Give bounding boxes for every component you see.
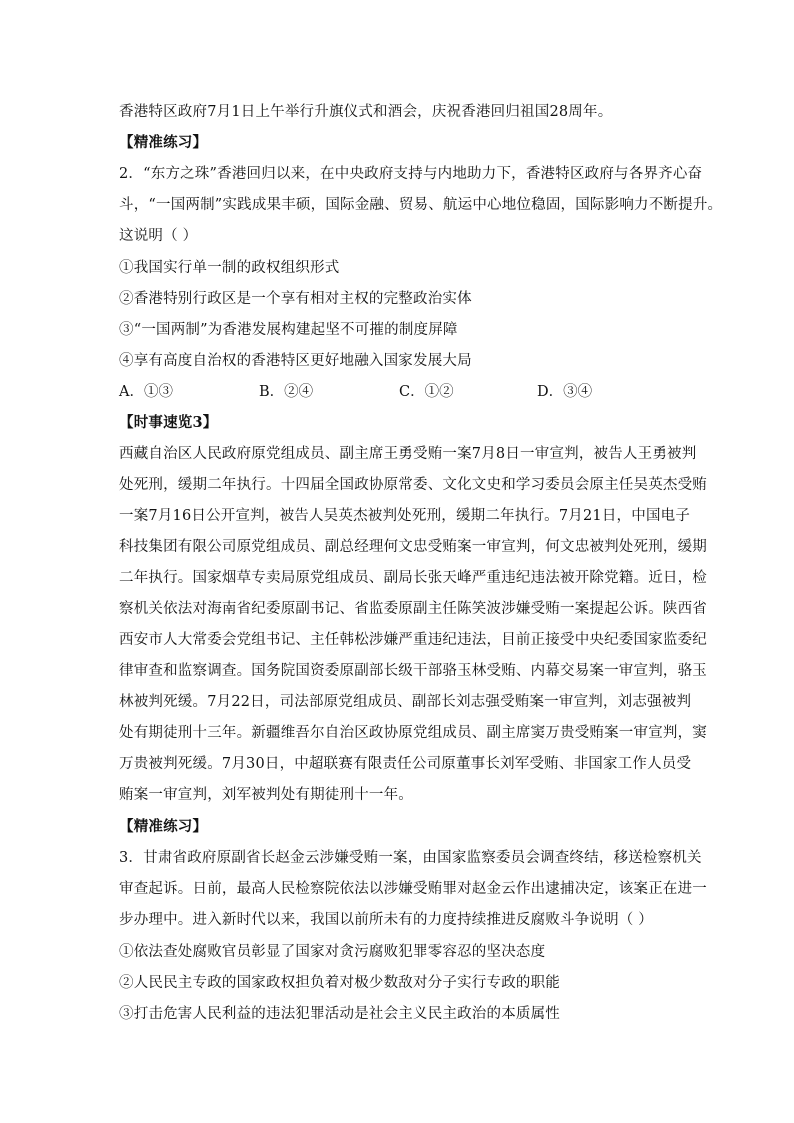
section-header-practice-1: 【精准练习】 — [119, 134, 208, 151]
q2-option-b: B．②④ — [259, 384, 314, 400]
q2-option-c: C．①② — [399, 384, 454, 400]
news-line-11: 万贵被判死缓。7月30日，中超联赛有限责任公司原董事长刘军受贿、非国家工作人员受 — [119, 756, 692, 772]
q2-statement-4: ④享有高度自治权的香港特区更好地融入国家发展大局 — [119, 353, 472, 369]
intro-line: 香港特区政府7月1日上午举行升旗仪式和酒会，庆祝香港回归祖国28周年。 — [119, 104, 613, 120]
q3-line-2: 审查起诉。日前，最高人民检察院依法以涉嫌受贿罪对赵金云作出逮捕决定，该案正在进一 — [119, 881, 707, 897]
q2-statement-1: ①我国实行单一制的政权组织形式 — [119, 260, 340, 276]
q2-option-d: D．③④ — [537, 384, 593, 400]
q3-line-3: 步办理中。进入新时代以来，我国以前所未有的力度持续推进反腐败斗争说明（ ） — [119, 912, 654, 928]
q3-statement-3: ③打击危害人民利益的违法犯罪活动是社会主义民主政治的本质属性 — [119, 1006, 560, 1022]
q2-option-a: A．①③ — [119, 384, 173, 400]
q3-statement-2: ②人民民主专政的国家政权担负着对极少数敌对分子实行专政的职能 — [119, 975, 560, 991]
q2-line-3: 这说明（ ） — [119, 228, 198, 244]
q2-statement-3: ③“一国两制”为香港发展构建起坚不可摧的制度屏障 — [119, 322, 458, 338]
q3-line-1: 3．甘肃省政府原副省长赵金云涉嫌受贿一案，由国家监察委员会调查终结，移送检察机关 — [119, 850, 702, 866]
news-line-8: 律审查和监察调查。国务院国资委原副部长级干部骆玉林受贿、内幕交易案一审宣判，骆玉 — [119, 663, 707, 679]
news-line-9: 林被判死缓。7月22日，司法部原党组成员、副部长刘志强受贿案一审宣判，刘志强被判 — [119, 694, 692, 710]
news-line-3: 一案7月16日公开宣判，被告人吴英杰被判处死刑，缓期二年执行。7月21日，中国电子 — [119, 508, 691, 524]
news-line-2: 处死刑，缓期二年执行。十四届全国政协原常委、文化文史和学习委员会原主任吴英杰受贿 — [119, 477, 707, 493]
news-line-12: 贿案一审宣判，刘军被判处有期徒刑十一年。 — [119, 787, 413, 803]
q2-options — [119, 382, 679, 402]
q2-line-1: 2．“东方之珠”香港回归以来，在中央政府支持与内地助力下，香港特区政府与各界齐心奋 — [119, 166, 703, 182]
news-line-5: 二年执行。国家烟草专卖局原党组成员、副局长张天峰严重违纪违法被开除党籍。近日，检 — [119, 570, 707, 586]
news-line-6: 察机关依法对海南省纪委原副书记、省监委原副主任陈笑波涉嫌受贿一案提起公诉。陕西省 — [119, 601, 707, 617]
section-header-practice-2: 【精准练习】 — [119, 818, 208, 835]
news-line-7: 西安市人大常委会党组书记、主任韩松涉嫌严重违纪违法，目前正接受中央纪委国家监委纪 — [119, 632, 707, 648]
q2-line-2: 斗，“一国两制”实践成果丰硕，国际金融、贸易、航运中心地位稳固，国际影响力不断提升。 — [119, 197, 723, 213]
q2-statement-2: ②香港特别行政区是一个享有相对主权的完整政治实体 — [119, 291, 472, 307]
section-header-news: 【时事速览3】 — [119, 414, 218, 431]
news-line-4: 科技集团有限公司原党组成员、副总经理何文忠受贿案一审宣判，何文忠被判处死刑，缓期 — [119, 539, 707, 555]
news-line-10: 处有期徒刑十三年。新疆维吾尔自治区政协原党组成员、副主席窦万贵受贿案一审宣判，窦 — [119, 725, 707, 741]
q3-statement-1: ①依法查处腐败官员彰显了国家对贪污腐败犯罪零容忍的坚决态度 — [119, 944, 546, 960]
news-line-1: 西藏自治区人民政府原党组成员、副主席王勇受贿一案7月8日一审宣判，被告人王勇被判 — [119, 446, 697, 462]
